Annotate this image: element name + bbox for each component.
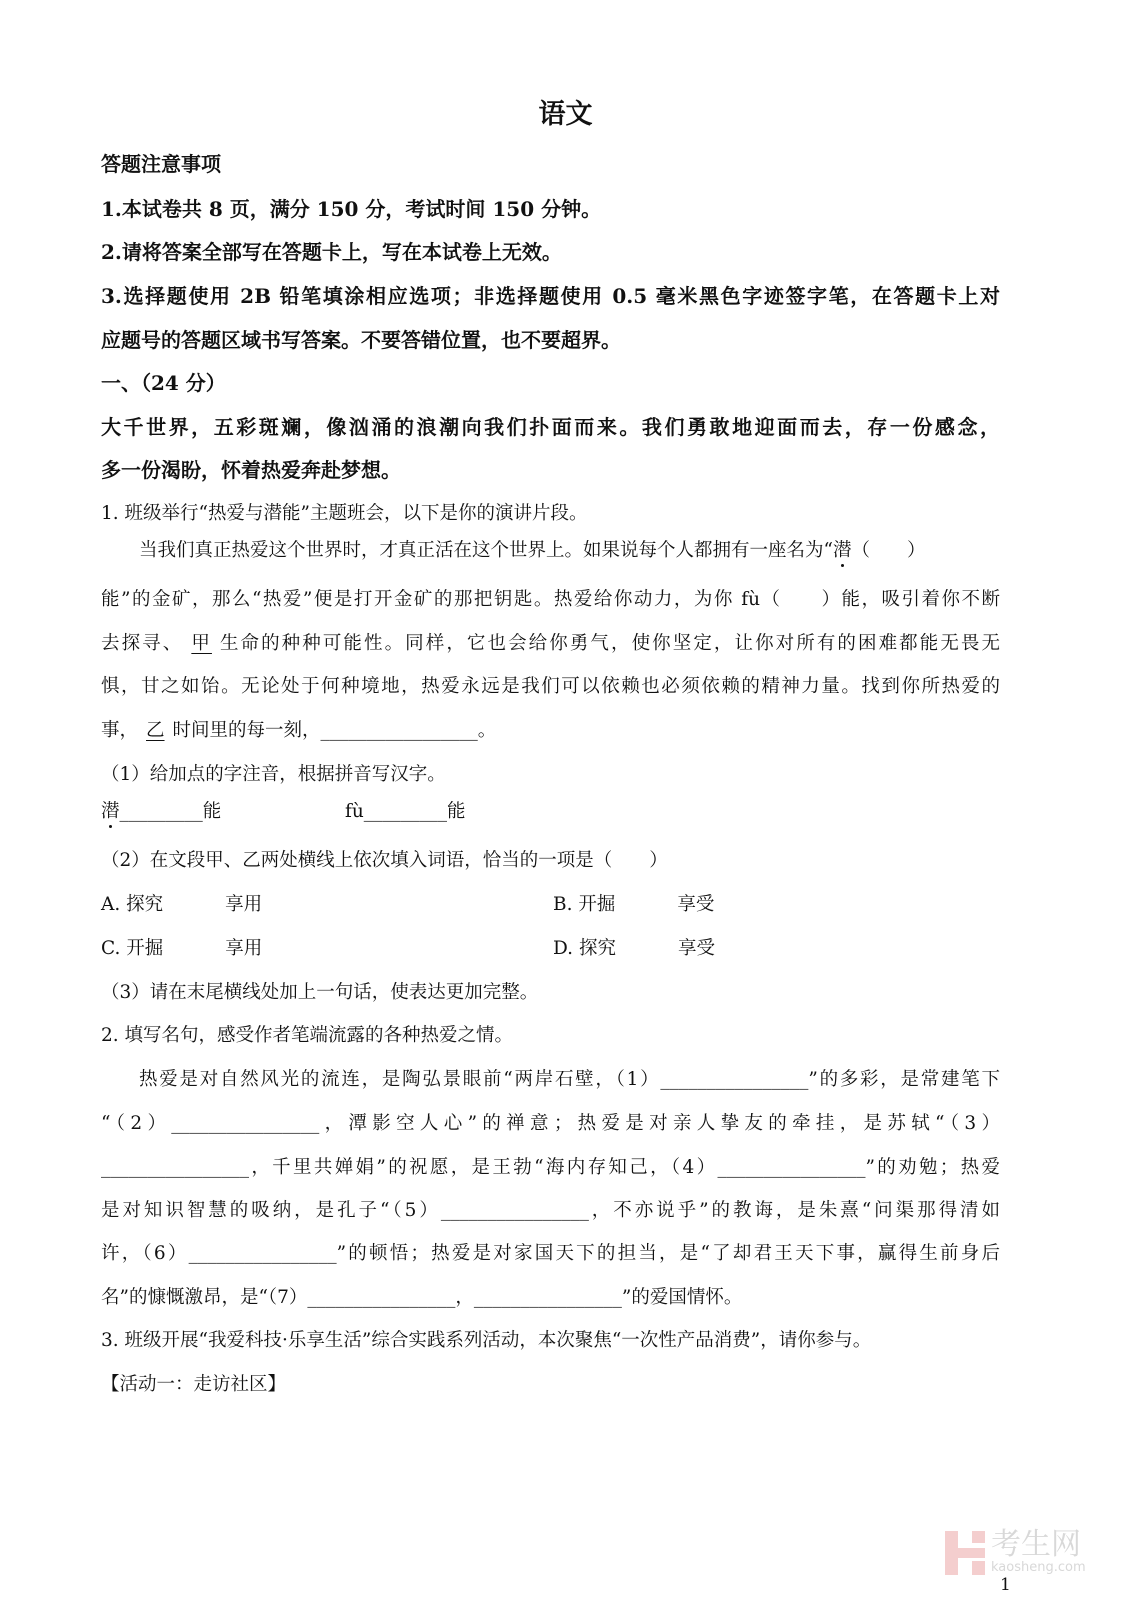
subquestion-3 xyxy=(101,979,1000,1007)
underlined-blank-label: 乙 xyxy=(146,720,165,741)
text-segment: _________能 xyxy=(119,801,222,822)
option-c[interactable]: C. 开掘 享用 xyxy=(101,938,263,959)
section-intro xyxy=(101,456,1000,484)
text-segment: 2.请将答案全部写在答题卡上，写在本试卷上无效。 xyxy=(101,240,562,264)
option-b[interactable]: B. 开掘 享受 xyxy=(553,894,715,915)
passage-line xyxy=(101,630,1000,658)
text-segment: 应题号的答题区域书写答案。不要答错位置，也不要超界。 xyxy=(101,328,621,352)
poem-fill-line xyxy=(101,1066,1000,1094)
passage-line xyxy=(101,537,1000,565)
subquestion-2 xyxy=(101,847,1000,875)
text-segment: 多一份渴盼，怀着热爱奔赴梦想。 xyxy=(101,458,401,482)
pinyin-answer-row xyxy=(101,798,1000,826)
text-segment: 能”的金矿，那么“热爱”便是打开金矿的那把钥匙。热爱给你动力，为你 fù（ ）能，吸引着你不断 xyxy=(101,589,1000,610)
dotted-character: 潜 xyxy=(832,540,852,561)
poem-fill-line xyxy=(101,1110,1000,1138)
passage-line xyxy=(101,673,1000,701)
text-segment: （3）请在末尾横线处加上一句话，使表达更加完整。 xyxy=(101,982,539,1003)
text-segment: 是对知识智慧的吸纳，是孔子“（5）________________，不亦说乎”的教诲，是朱熹“问渠那得清如 xyxy=(101,1200,1000,1221)
text-segment: 惧，甘之如饴。无论处于何种境地，热爱永远是我们可以依赖也必须依赖的精神力量。找到你所热爱的 xyxy=(101,676,1000,697)
text-segment: fù_________能 xyxy=(345,801,466,822)
poem-fill-line xyxy=(101,1154,1000,1182)
option-row xyxy=(101,891,1000,919)
watermark-cn: 考生网 xyxy=(991,1527,1081,1562)
text-segment: 名”的慷慨激昂，是“（7）________________，________________”的爱国情怀。 xyxy=(101,1287,743,1308)
section-heading xyxy=(101,369,1000,397)
notice-item xyxy=(101,195,1000,223)
text-segment: （ ） xyxy=(851,540,926,561)
text-segment: 时间里的每一刻，_________________。 xyxy=(172,720,497,741)
option-row xyxy=(101,935,1000,963)
pinyin-blank-1 xyxy=(101,801,221,822)
underlined-blank-label: 甲 xyxy=(191,633,212,654)
text-segment: 3.选择题使用 2B 铅笔填涂相应选项；非选择题使用 0.5 毫米黑色字迹签字笔，在答题卡上对 xyxy=(101,284,1000,308)
text-segment: 1. 班级举行“热爱与潜能”主题班会，以下是你的演讲片段。 xyxy=(101,503,588,524)
notice-item xyxy=(101,238,1000,266)
passage-line xyxy=(101,586,1000,614)
page-title: 语文 xyxy=(538,99,593,130)
text-segment: “（2）________________，潭影空人心”的禅意；热爱是对亲人挚友的牵挂，是苏轼“（3） xyxy=(101,1113,1000,1134)
question-3 xyxy=(101,1327,1000,1355)
text-segment: 许，（6）________________”的顿悟；热爱是对家国天下的担当，是“了却君王天下事，赢得生前身后 xyxy=(101,1243,1000,1264)
section-intro xyxy=(101,413,1000,441)
poem-fill-line xyxy=(101,1197,1000,1225)
text-segment: ________________，千里共婵娟”的祝愿，是王勃“海内存知己，（4）________________”的劝勉；热爱 xyxy=(101,1157,1000,1178)
option-a[interactable]: A. 探究 享用 xyxy=(101,894,263,915)
poem-fill-line xyxy=(101,1284,1000,1312)
notice-item xyxy=(101,282,1000,310)
text-segment: 大千世界，五彩斑斓，像汹涌的浪潮向我们扑面而来。我们勇敢地迎面而去，存一份感念， xyxy=(101,415,1000,439)
watermark-en: kaosheng.com xyxy=(991,1560,1086,1575)
text-segment: 去探寻、 xyxy=(101,633,184,654)
text-segment: 2. 填写名句，感受作者笔端流露的各种热爱之情。 xyxy=(101,1025,514,1046)
text-segment: （2）在文段甲、乙两处横线上依次填入词语，恰当的一项是（ ） xyxy=(101,850,668,871)
text-segment: 3. 班级开展“我爱科技·乐享生活”综合实践系列活动，本次聚焦“一次性产品消费”，请你参与。 xyxy=(101,1330,872,1351)
question-2 xyxy=(101,1022,1000,1050)
passage-line xyxy=(101,717,1000,745)
text-segment: 答题注意事项 xyxy=(101,152,221,176)
notice-item xyxy=(101,326,1000,354)
question-1 xyxy=(101,500,1000,528)
page-number: 1 xyxy=(1000,1575,1011,1595)
poem-fill-line xyxy=(101,1240,1000,1268)
subquestion-1 xyxy=(101,761,1000,789)
watermark-logo xyxy=(945,1527,1086,1575)
pinyin-blank-2 xyxy=(345,798,466,826)
activity-heading xyxy=(101,1371,1000,1399)
notice-heading xyxy=(101,150,1000,178)
text-segment: 当我们真正热爱这个世界时，才真正活在这个世界上。如果说每个人都拥有一座名为“ xyxy=(139,540,833,561)
text-segment: 1.本试卷共 8 页，满分 150 分，考试时间 150 分钟。 xyxy=(101,197,602,221)
option-d[interactable]: D. 探究 享受 xyxy=(553,938,715,959)
text-segment: 【活动一：走访社区】 xyxy=(101,1374,287,1395)
text-segment: 生命的种种可能性。同样，它也会给你勇气，使你坚定，让你对所有的困难都能无畏无 xyxy=(219,633,1000,654)
text-segment: 一、（24 分） xyxy=(101,371,226,395)
text-segment: 热爱是对自然风光的流连，是陶弘景眼前“两岸石壁，（1）________________”的多彩，是常建笔下 xyxy=(139,1069,1000,1090)
text-segment: （1）给加点的字注音，根据拼音写汉字。 xyxy=(101,764,446,785)
dotted-character: 潜 xyxy=(101,801,120,822)
kaosheng-logo-icon xyxy=(945,1531,985,1575)
text-segment: 事， xyxy=(101,720,139,741)
